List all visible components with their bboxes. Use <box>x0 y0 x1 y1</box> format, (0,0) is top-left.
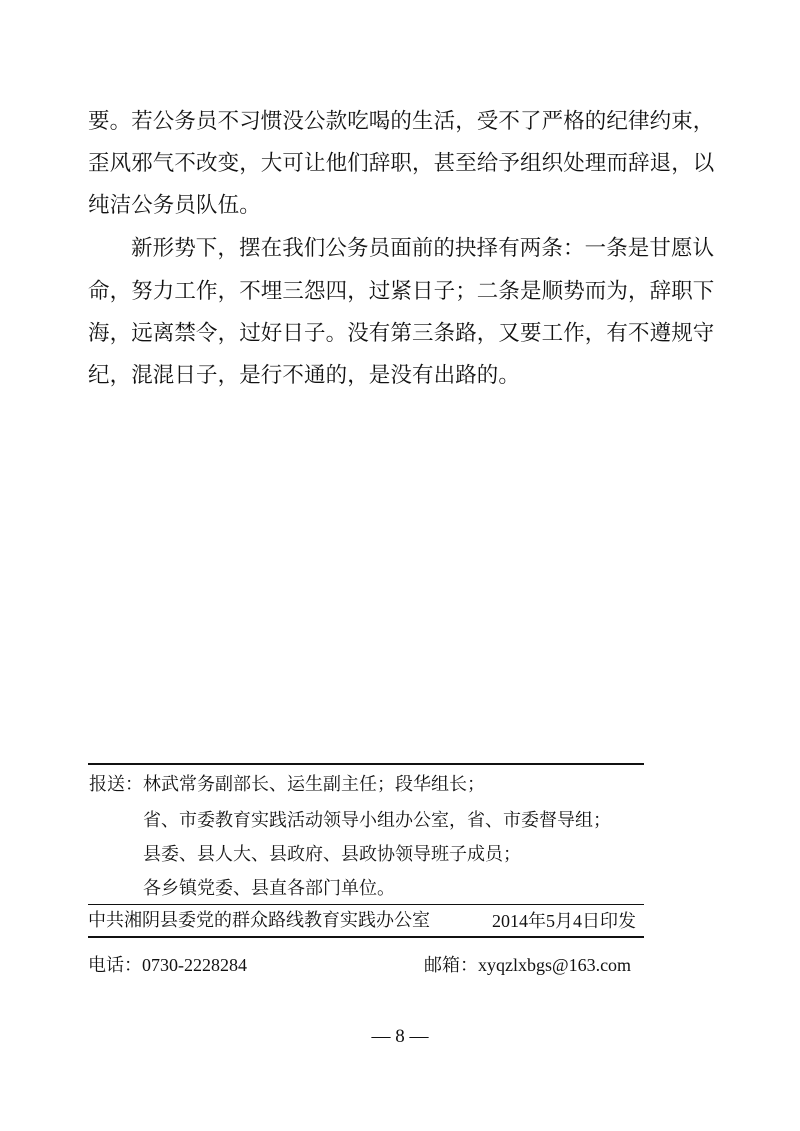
distribution-line: 县委、县人大、县政府、县政协领导班子成员； <box>143 844 521 865</box>
issue-month: 5 <box>546 911 555 931</box>
distribution-line: 林武常务副部长、运生副主任；段华组长； <box>143 774 485 795</box>
issue-date <box>492 911 636 932</box>
issue-day-unit: 日印发 <box>582 911 636 932</box>
paragraph-line: 纯洁公务员队伍。 <box>88 193 261 218</box>
email-label: 邮箱： <box>424 955 478 976</box>
email-block <box>424 955 631 976</box>
paragraph-line: 新形势下，摆在我们公务员面前的抉择有两条：一条是甘愿认 <box>131 236 715 261</box>
divider-top <box>88 763 644 765</box>
email-address: xyqzlxbgs@163.com <box>478 955 632 975</box>
page-number: — 8 — <box>371 1026 429 1047</box>
phone-label: 电话： <box>88 955 142 976</box>
divider-bottom <box>88 936 644 938</box>
distribution-line: 省、市委教育实践活动领导小组办公室，省、市委督导组； <box>143 810 611 831</box>
divider-middle <box>88 904 644 905</box>
phone-block <box>88 955 247 976</box>
issue-day: 4 <box>573 911 582 931</box>
issuing-office: 中共湘阴县委党的群众路线教育实践办公室 <box>88 910 430 931</box>
paragraph-line: 歪风邪气不改变，大可让他们辞职，甚至给予组织处理而辞退，以 <box>88 151 715 176</box>
issue-year: 2014 <box>492 911 528 931</box>
paragraph-line: 命，努力工作，不埋三怨四，过紧日子；二条是顺势而为，辞职下 <box>88 279 715 304</box>
phone-number: 0730-2228284 <box>142 955 247 975</box>
paragraph-line: 要。若公务员不习惯没公款吃喝的生活，受不了严格的纪律约束， <box>88 109 715 134</box>
paragraph-line: 纪，混混日子，是行不通的，是没有出路的。 <box>88 363 521 388</box>
distribution-label: 报送： <box>89 774 143 795</box>
distribution-line: 各乡镇党委、县直各部门单位。 <box>143 878 395 899</box>
issue-month-unit: 月 <box>555 911 573 932</box>
paragraph-line: 海，远离禁令，过好日子。没有第三条路，又要工作，有不遵规守 <box>88 321 715 346</box>
issue-year-unit: 年 <box>528 911 546 932</box>
